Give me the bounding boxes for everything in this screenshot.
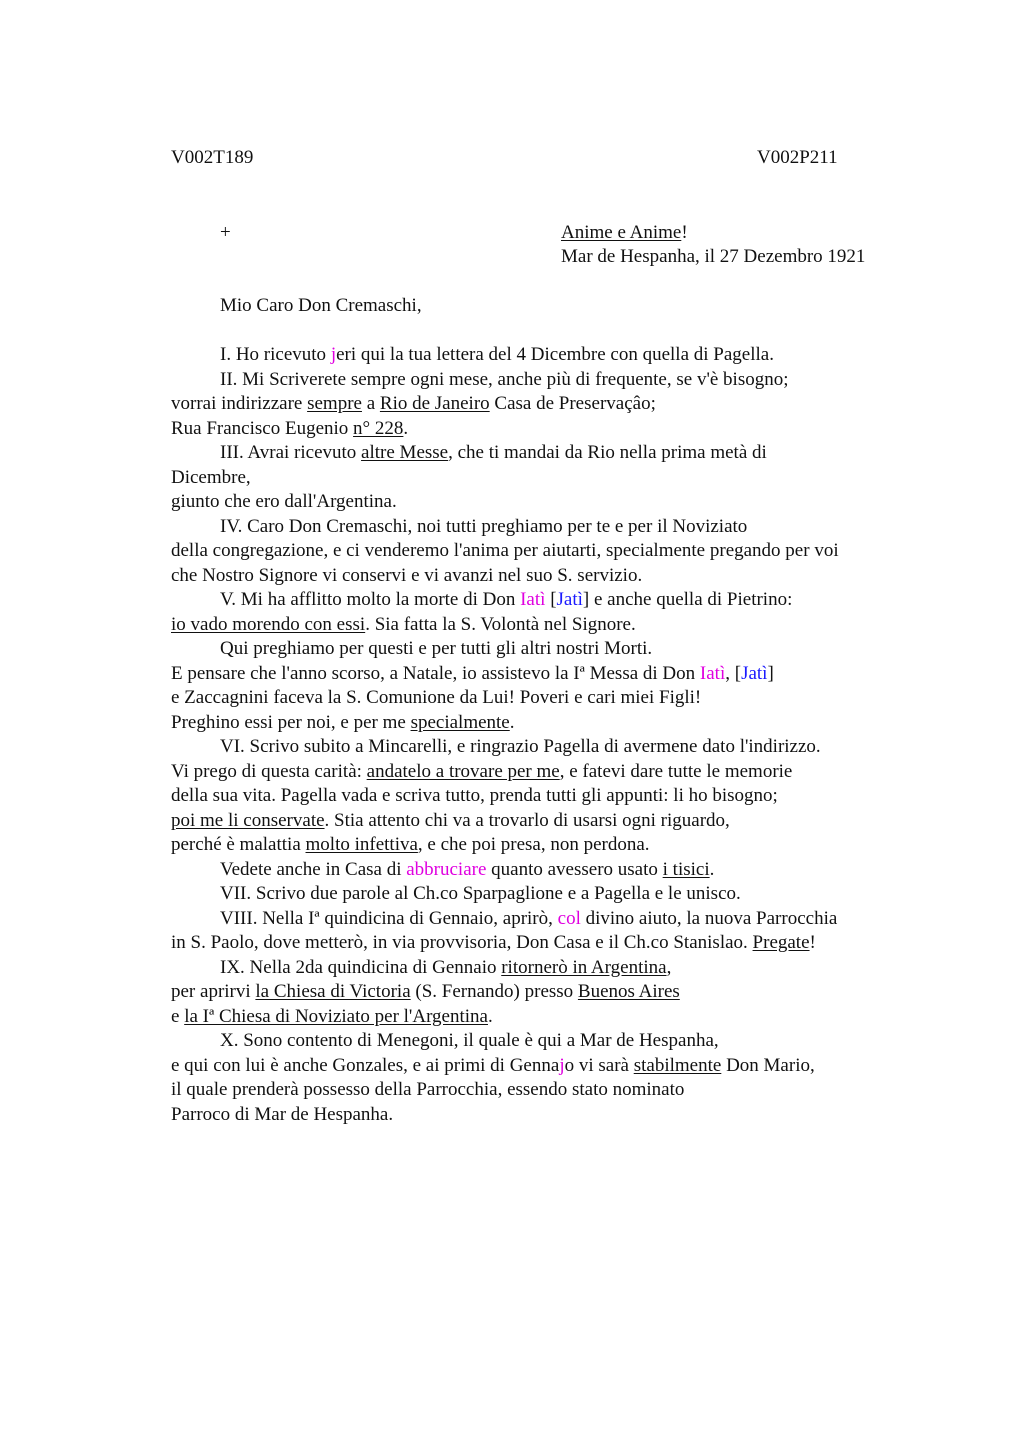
letter-line: [220, 637, 652, 662]
text-segment: IX. Nella 2da quindicina di Gennaio: [220, 956, 502, 978]
text-segment: , e fatevi dare tutte le memorie: [559, 760, 793, 782]
text-segment: o vi sarà: [564, 1054, 634, 1076]
underlined-text: la Chiesa di Victoria: [255, 981, 411, 1002]
document-code-left: V002T189: [171, 147, 254, 168]
underlined-text: Buenos Aires: [577, 981, 680, 1002]
text-segment: , e che poi presa, non perdona.: [417, 834, 650, 855]
letter-line: [171, 539, 839, 564]
underlined-text: Pregate: [752, 932, 810, 953]
text-segment: della sua vita. Pagella vada e scriva tutto, prenda tutti gli appunti: li ho bisogno;: [171, 785, 778, 806]
letter-line: [171, 392, 656, 417]
text-segment: Vi prego di questa carità:: [171, 760, 367, 782]
underlined-text: i tisici: [662, 858, 710, 880]
text-segment: III. Avrai ricevuto: [220, 442, 362, 463]
text-segment: a: [361, 393, 380, 414]
letter-line: [171, 686, 701, 711]
text-segment: per aprirvi: [171, 981, 256, 1002]
letter-line: [171, 1054, 815, 1079]
text-segment: divino aiuto, la nuova Parrocchia: [580, 907, 838, 929]
text-segment: I. Ho ricevuto: [220, 344, 331, 365]
underlined-text: io vado morendo con essi: [171, 613, 366, 635]
underlined-text: stabilmente: [633, 1054, 722, 1076]
underlined-text: altre Messe: [361, 442, 449, 463]
text-segment: che Nostro Signore vi conservi e vi avanzi nel suo S. servizio.: [171, 564, 643, 586]
text-segment: e: [171, 1005, 185, 1027]
text-segment: X. Sono contento di Menegoni, il quale è qui a Mar de Hespanha,: [220, 1030, 719, 1051]
text-segment: .: [403, 417, 409, 439]
text-segment: quanto avessero usato: [486, 858, 663, 880]
text-segment: ,: [666, 956, 672, 978]
text-segment: e Zaccagnini faceva la S. Comunione da Lui! Poveri e cari miei Figli!: [171, 687, 702, 708]
underlined-text: andatelo a trovare per me: [366, 760, 560, 782]
text-segment: !: [809, 932, 816, 953]
place-date: Mar de Hespanha, il 27 Dezembro 1921: [561, 246, 866, 267]
letter-line: [171, 466, 251, 491]
text-segment: ]: [767, 662, 774, 684]
letter-line: [171, 1005, 493, 1030]
magenta-text: j: [330, 344, 337, 365]
letter-line: [171, 1103, 393, 1128]
text-segment: vorrai indirizzare: [171, 393, 308, 414]
text-segment: . Sia fatta la S. Volontà nel Signore.: [365, 613, 636, 635]
letter-line: [171, 809, 730, 834]
text-segment: Parroco di Mar de Hespanha.: [171, 1103, 394, 1125]
cross-mark: +: [220, 222, 231, 243]
letter-line: [220, 1029, 719, 1054]
text-segment: E pensare che l'anno scorso, a Natale, io assistevo la Iª Messa di Don: [171, 662, 700, 684]
letter-line: [171, 760, 792, 785]
text-segment: Don Mario,: [721, 1054, 815, 1076]
text-segment: [: [545, 589, 557, 610]
letter-line: [220, 956, 671, 981]
text-segment: .: [487, 1005, 493, 1027]
text-segment: VI. Scrivo subito a Mincarelli, e ringrazio Pagella di avermene dato l'indirizzo.: [220, 736, 821, 757]
salutation: Mio Caro Don Cremaschi,: [220, 295, 422, 316]
text-segment: , che ti mandai da Rio nella prima metà di: [448, 442, 767, 463]
underlined-text: Rio de Janeiro: [379, 393, 490, 414]
text-segment: perché è malattia: [171, 834, 306, 855]
underlined-text: n° 228: [353, 417, 404, 439]
magenta-text: col: [557, 907, 581, 929]
letter-line: [220, 735, 821, 760]
letter-line: [220, 858, 714, 883]
underlined-text: ritornerò in Argentina: [501, 956, 667, 978]
underlined-text: poi me li conservate: [171, 809, 325, 831]
magenta-text: abbruciare: [406, 858, 487, 880]
blue-text: Jatì: [741, 662, 768, 684]
text-segment: Rua Francisco Eugenio: [171, 417, 354, 439]
magenta-text: j: [559, 1054, 565, 1076]
letter-line: [171, 931, 816, 956]
text-segment: .: [709, 858, 715, 880]
text-segment: Casa de Preservaçâo;: [489, 393, 656, 414]
letter-line: [171, 833, 650, 858]
underlined-text: la Iª Chiesa di Noviziato per l'Argentina: [184, 1005, 488, 1027]
letter-line: [220, 368, 789, 393]
letter-line: [171, 662, 774, 687]
text-segment: . Stia attento chi va a trovarlo di usarsi ogni riguardo,: [324, 809, 730, 831]
text-segment: giunto che ero dall'Argentina.: [171, 491, 397, 512]
letter-line: [220, 907, 837, 932]
letter-line: [171, 417, 408, 442]
letter-line: [171, 980, 680, 1005]
text-segment: in S. Paolo, dove metterò, in via provvisoria, Don Casa e il Ch.co Stanislao.: [171, 932, 753, 953]
letter-line: [220, 588, 792, 613]
text-segment: Dicembre,: [171, 466, 251, 488]
letter-line: [220, 515, 747, 540]
text-segment: V. Mi ha afflitto molto la morte di Don: [220, 589, 521, 610]
magenta-text: Iatì: [520, 589, 546, 610]
text-segment: II. Mi Scriverete sempre ogni mese, anche più di frequente, se v'è bisogno;: [220, 368, 789, 390]
text-segment: il quale prenderà possesso della Parrocchia, essendo stato nominato: [171, 1079, 685, 1100]
text-segment: eri qui la tua lettera del 4 Dicembre con quella di Pagella.: [336, 344, 774, 365]
text-segment: IV. Caro Don Cremaschi, noi tutti preghiamo per te e per il Noviziato: [220, 515, 748, 537]
letter-line: [171, 711, 515, 736]
letter-line: [220, 343, 774, 368]
document-code-right: V002P211: [757, 147, 838, 168]
text-segment: e qui con lui è anche Gonzales, e ai primi di Genna: [171, 1054, 560, 1076]
text-segment: Qui preghiamo per questi e per tutti gli altri nostri Morti.: [220, 638, 653, 659]
letter-line: [220, 441, 767, 466]
text-segment: ] e anche quella di Pietrino:: [582, 589, 793, 610]
blue-text: Jatì: [556, 589, 583, 610]
motto-suffix: !: [681, 222, 688, 243]
underlined-text: sempre: [307, 393, 362, 414]
text-segment: VIII. Nella Iª quindicina di Gennaio, aprirò,: [220, 907, 558, 929]
text-segment: VII. Scrivo due parole al Ch.co Sparpaglione e a Pagella e le unisco.: [220, 883, 741, 904]
magenta-text: Iatì: [699, 662, 726, 684]
text-segment: (S. Fernando) presso: [410, 981, 578, 1002]
text-segment: della congregazione, e ci venderemo l'anima per aiutarti, specialmente pregando per voi: [171, 540, 839, 561]
motto: [561, 221, 688, 246]
letter-line: [220, 882, 741, 907]
text-segment: , [: [725, 662, 742, 684]
letter-line: [171, 613, 636, 638]
text-segment: Preghino essi per noi, e per me: [171, 711, 411, 733]
motto-text: Anime e Anime: [561, 222, 682, 243]
text-segment: .: [509, 711, 515, 733]
underlined-text: specialmente: [410, 711, 510, 733]
letter-line: [171, 1078, 684, 1103]
underlined-text: molto infettiva: [305, 834, 418, 855]
letter-line: [171, 564, 642, 589]
text-segment: Vedete anche in Casa di: [220, 858, 407, 880]
letter-line: [171, 784, 778, 809]
letter-line: [171, 490, 397, 515]
